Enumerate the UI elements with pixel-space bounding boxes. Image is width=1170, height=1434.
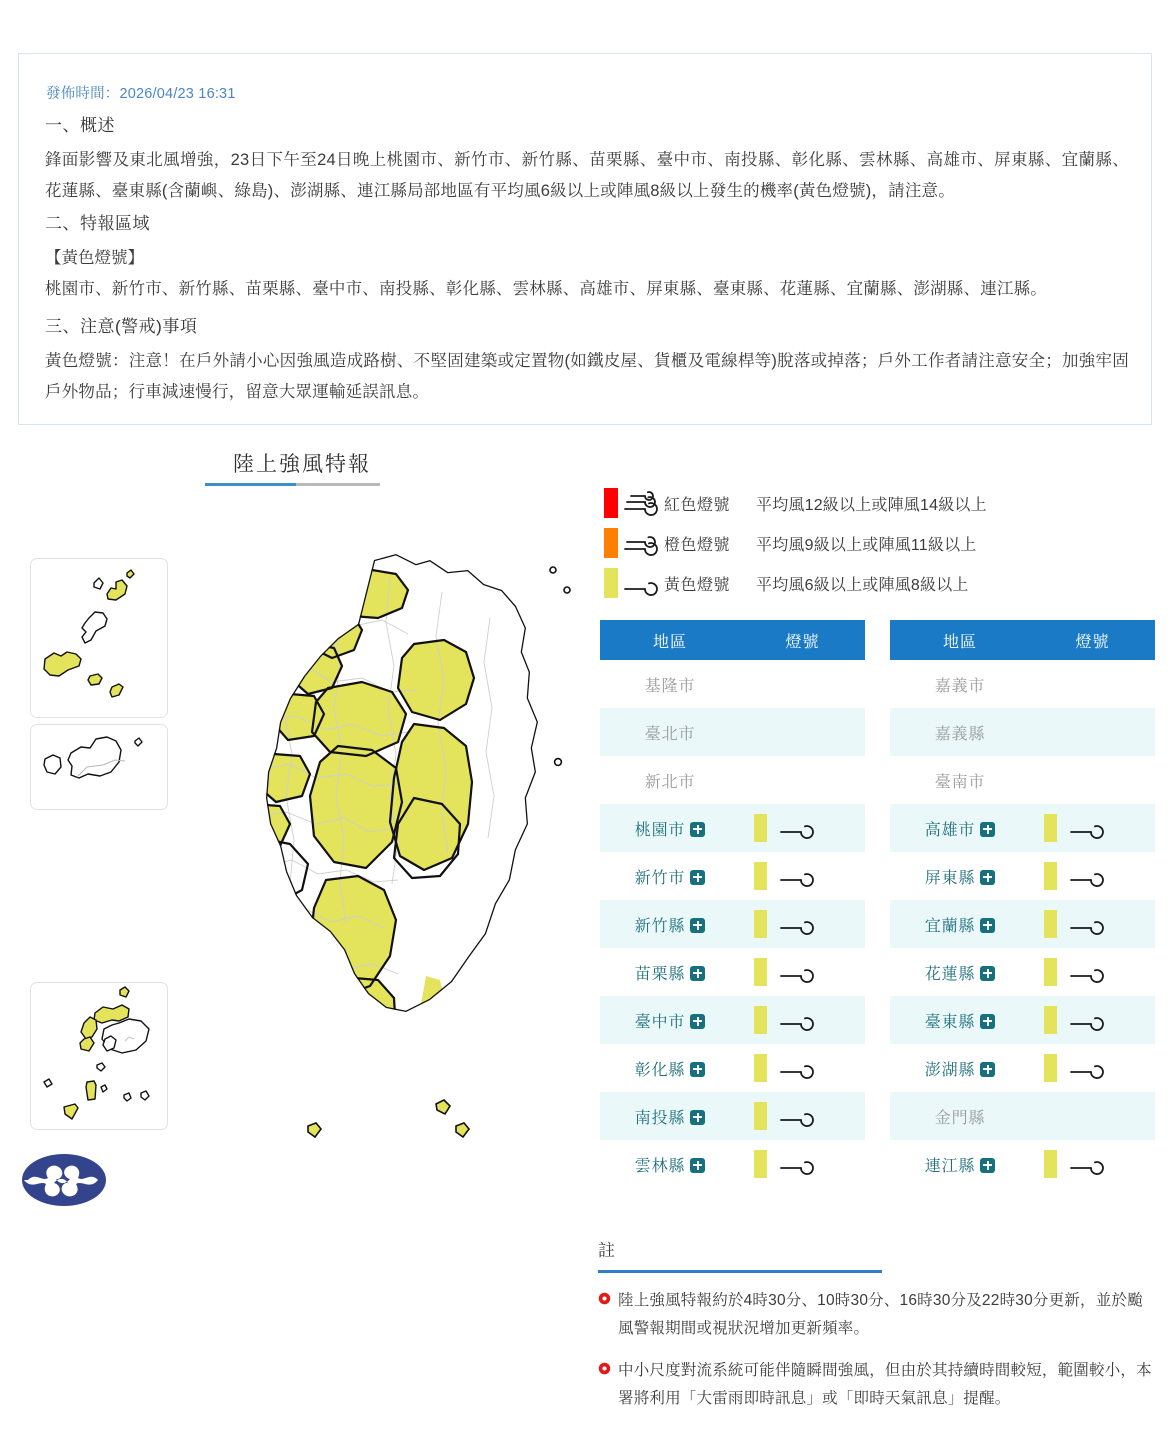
region-table-left xyxy=(600,620,865,1188)
table-row xyxy=(890,660,1155,708)
precaution-section xyxy=(45,312,1129,408)
notes-underline xyxy=(598,1270,882,1273)
issue-time-label: 發佈時間：2026/04/23 16:31 xyxy=(46,86,236,102)
signal-color-swatch xyxy=(1044,1006,1057,1034)
notes-heading: 註 xyxy=(598,1241,616,1260)
region-label: 屏東縣 xyxy=(924,869,976,887)
legend-row xyxy=(604,483,1034,523)
kinmen-map-svg xyxy=(31,725,168,810)
signal-color-swatch xyxy=(754,1150,767,1178)
table-row[interactable] xyxy=(890,996,1155,1044)
region-name-cell xyxy=(890,1105,1030,1128)
region-name-cell xyxy=(890,961,1030,984)
table-row xyxy=(890,756,1155,804)
region-name-cell xyxy=(600,1105,740,1128)
table-body-left xyxy=(600,660,865,1188)
region-name-cell xyxy=(600,865,740,888)
wind-light-icon xyxy=(777,1005,817,1036)
signal-color-swatch xyxy=(1044,958,1057,986)
region-label: 金門縣 xyxy=(934,1109,986,1127)
signal-color-swatch xyxy=(754,1006,767,1034)
signal-legend xyxy=(604,483,1034,603)
region-name-cell xyxy=(600,721,740,744)
wind-medium-icon xyxy=(618,530,664,556)
region-label: 澎湖縣 xyxy=(924,1061,976,1079)
expand-plus-icon[interactable] xyxy=(980,870,995,885)
region-name-cell xyxy=(890,673,1030,696)
signal-cell xyxy=(1030,957,1155,988)
table-row[interactable] xyxy=(890,852,1155,900)
overview-section xyxy=(45,111,1129,207)
signal-cell xyxy=(1030,1053,1155,1084)
warning-area-section xyxy=(45,209,1129,305)
overview-heading: 一、概述 xyxy=(45,116,115,135)
region-label: 桃園市 xyxy=(634,821,686,839)
legend-row xyxy=(604,563,1034,603)
region-label: 臺北市 xyxy=(644,725,696,743)
notes-section xyxy=(598,1236,1154,1427)
wind-light-icon xyxy=(777,1053,817,1084)
wind-light-icon xyxy=(1067,813,1107,844)
wind-light-icon xyxy=(618,570,664,596)
region-name-cell xyxy=(890,1009,1030,1032)
legend-signal-name: 紅色燈號 xyxy=(664,496,731,514)
expand-plus-icon[interactable] xyxy=(980,822,995,837)
signal-cell xyxy=(740,1005,865,1036)
legend-signal-description: 平均風6級以上或陣風8級以上 xyxy=(756,576,969,594)
table-row[interactable] xyxy=(600,948,865,996)
table-row[interactable] xyxy=(890,1140,1155,1188)
region-label: 南投縣 xyxy=(634,1109,686,1127)
expand-plus-icon[interactable] xyxy=(980,918,995,933)
signal-cell xyxy=(1030,861,1155,892)
legend-row xyxy=(604,523,1034,563)
region-name-cell xyxy=(600,1057,740,1080)
wind-light-icon xyxy=(1067,1053,1107,1084)
region-label: 嘉義市 xyxy=(934,677,986,695)
expand-plus-icon[interactable] xyxy=(690,1014,705,1029)
column-header-signal: 燈號 xyxy=(1075,633,1110,651)
table-row xyxy=(600,660,865,708)
signal-cell xyxy=(740,1101,865,1132)
table-row[interactable] xyxy=(890,900,1155,948)
region-label: 嘉義縣 xyxy=(934,725,986,743)
note-text: 陸上強風特報約於4時30分、10時30分、16時30分及22時30分更新，並於颱風警報期間或視狀況增加更新頻率。 xyxy=(618,1292,1143,1337)
inset-map-matsu[interactable] xyxy=(30,558,168,718)
precaution-heading: 三、注意(警戒)事項 xyxy=(45,317,198,336)
legend-signal-name: 橙色燈號 xyxy=(664,536,731,554)
expand-plus-icon[interactable] xyxy=(690,822,705,837)
region-label: 雲林縣 xyxy=(634,1157,686,1175)
signal-cell xyxy=(1030,1149,1155,1180)
note-bullet-icon xyxy=(598,1287,618,1343)
cwa-logo xyxy=(22,1152,106,1208)
wind-light-icon xyxy=(1067,957,1107,988)
expand-plus-icon[interactable] xyxy=(980,966,995,981)
table-row[interactable] xyxy=(600,852,865,900)
signal-color-swatch xyxy=(1044,910,1057,938)
table-row[interactable] xyxy=(600,1092,865,1140)
signal-cell xyxy=(740,957,865,988)
signal-cell xyxy=(1030,813,1155,844)
signal-cell xyxy=(740,909,865,940)
table-row xyxy=(600,756,865,804)
expand-plus-icon[interactable] xyxy=(690,1110,705,1125)
inset-map-kinmen[interactable] xyxy=(30,724,168,810)
region-name-cell xyxy=(600,961,740,984)
expand-plus-icon[interactable] xyxy=(980,1158,995,1173)
column-header-region: 地區 xyxy=(942,633,977,651)
signal-color-swatch xyxy=(754,958,767,986)
table-row xyxy=(600,708,865,756)
table-row xyxy=(890,708,1155,756)
expand-plus-icon[interactable] xyxy=(690,870,705,885)
wind-light-icon xyxy=(1067,1149,1107,1180)
region-name-cell xyxy=(890,1153,1030,1176)
region-name-cell xyxy=(600,769,740,792)
table-header-row xyxy=(890,620,1155,660)
map-section-title: 陸上強風特報 xyxy=(233,453,371,476)
signal-cell xyxy=(740,1053,865,1084)
region-label: 新竹市 xyxy=(634,869,686,887)
signal-color-swatch xyxy=(754,910,767,938)
taiwan-warning-map[interactable] xyxy=(178,548,578,1168)
inset-map-penghu[interactable] xyxy=(30,982,168,1130)
legend-color-swatch xyxy=(604,488,618,518)
region-name-cell xyxy=(600,913,740,936)
region-table-right xyxy=(890,620,1155,1188)
warning-notice-panel xyxy=(18,53,1152,425)
map-title-underline xyxy=(205,483,380,486)
region-label: 臺東縣 xyxy=(924,1013,976,1031)
region-label: 基隆市 xyxy=(644,677,696,695)
expand-plus-icon[interactable] xyxy=(980,1014,995,1029)
signal-cell xyxy=(1030,909,1155,940)
region-name-cell xyxy=(890,1057,1030,1080)
table-row[interactable] xyxy=(600,1044,865,1092)
warning-area-heading: 二、特報區域 xyxy=(45,214,150,233)
legend-color-swatch xyxy=(604,568,618,598)
legend-signal-description: 平均風9級以上或陣風11級以上 xyxy=(756,536,977,554)
signal-cell xyxy=(740,861,865,892)
wind-light-icon xyxy=(777,813,817,844)
signal-cell xyxy=(740,813,865,844)
wind-light-icon xyxy=(1067,909,1107,940)
region-label: 宜蘭縣 xyxy=(924,917,976,935)
signal-color-swatch xyxy=(1044,1054,1057,1082)
column-header-signal: 燈號 xyxy=(785,633,820,651)
expand-plus-icon[interactable] xyxy=(980,1062,995,1077)
legend-signal-description: 平均風12級以上或陣風14級以上 xyxy=(756,496,987,514)
wind-strong-icon xyxy=(618,490,664,516)
expand-plus-icon[interactable] xyxy=(690,966,705,981)
region-label: 苗栗縣 xyxy=(634,965,686,983)
expand-plus-icon[interactable] xyxy=(690,1062,705,1077)
table-body-right xyxy=(890,660,1155,1188)
wind-light-icon xyxy=(777,1149,817,1180)
note-item xyxy=(598,1287,1154,1343)
signal-color-swatch xyxy=(754,862,767,890)
signal-color-swatch xyxy=(754,814,767,842)
region-name-cell xyxy=(890,721,1030,744)
wind-light-icon xyxy=(1067,861,1107,892)
signal-color-swatch xyxy=(1044,862,1057,890)
signal-color-swatch xyxy=(1044,814,1057,842)
legend-color-swatch xyxy=(604,528,618,558)
map-section-title-wrap xyxy=(222,448,382,486)
legend-signal-name: 黃色燈號 xyxy=(664,576,731,594)
region-label: 連江縣 xyxy=(924,1157,976,1175)
region-name-cell xyxy=(890,817,1030,840)
signal-color-swatch xyxy=(1044,1150,1057,1178)
notes-list xyxy=(598,1287,1154,1413)
cwa-logo-svg xyxy=(22,1152,106,1208)
signal-color-swatch xyxy=(754,1102,767,1130)
note-bullet-icon xyxy=(598,1357,618,1413)
wind-light-icon xyxy=(777,861,817,892)
region-name-cell xyxy=(890,865,1030,888)
region-label: 新北市 xyxy=(644,773,696,791)
region-label: 臺南市 xyxy=(934,773,986,791)
signal-cell xyxy=(740,1149,865,1180)
region-label: 高雄市 xyxy=(924,821,976,839)
wind-light-icon xyxy=(1067,1005,1107,1036)
table-row[interactable] xyxy=(600,900,865,948)
signal-cell xyxy=(1030,1005,1155,1036)
expand-plus-icon[interactable] xyxy=(690,1158,705,1173)
table-row[interactable] xyxy=(890,948,1155,996)
table-header-row xyxy=(600,620,865,660)
note-item xyxy=(598,1357,1154,1413)
table-row xyxy=(890,1092,1155,1140)
wind-light-icon xyxy=(777,909,817,940)
taiwan-map-svg xyxy=(178,548,578,1168)
table-row[interactable] xyxy=(890,804,1155,852)
region-name-cell xyxy=(600,817,740,840)
table-row[interactable] xyxy=(600,996,865,1044)
warning-area-body: 桃園市、新竹市、新竹縣、苗栗縣、臺中市、南投縣、彰化縣、雲林縣、高雄市、屏東縣、臺東縣、花蓮縣、宜蘭縣、澎湖縣、連江縣。 xyxy=(45,280,1047,298)
wind-light-icon xyxy=(777,957,817,988)
region-label: 彰化縣 xyxy=(634,1061,686,1079)
table-row[interactable] xyxy=(600,804,865,852)
penghu-map-svg xyxy=(31,983,168,1130)
region-label: 花蓮縣 xyxy=(924,965,976,983)
region-name-cell xyxy=(600,673,740,696)
warning-area-subheading: 【黃色燈號】 xyxy=(45,249,144,267)
region-name-cell xyxy=(600,1009,740,1032)
region-name-cell xyxy=(890,769,1030,792)
region-label: 臺中市 xyxy=(634,1013,686,1031)
region-label: 新竹縣 xyxy=(634,917,686,935)
matsu-map-svg xyxy=(31,559,168,718)
table-row[interactable] xyxy=(890,1044,1155,1092)
column-header-region: 地區 xyxy=(652,633,687,651)
region-name-cell xyxy=(890,913,1030,936)
table-row[interactable] xyxy=(600,1140,865,1188)
note-text: 中小尺度對流系統可能伴隨瞬間強風，但由於其持續時間較短，範圍較小，本署將利用「大雷雨即時訊息」或「即時天氣訊息」提醒。 xyxy=(618,1362,1152,1407)
precaution-body: 黃色燈號：注意！在戶外請小心因強風造成路樹、不堅固建築或定置物(如鐵皮屋、貨櫃及電線桿等)脫落或掉落；戶外工作者請注意安全；加強牢固戶外物品；行車減速慢行，留意大眾運輸延誤訊息。 xyxy=(45,352,1129,401)
overview-body: 鋒面影響及東北風增強，23日下午至24日晚上桃園市、新竹市、新竹縣、苗栗縣、臺中市、南投縣、彰化縣、雲林縣、高雄市、屏東縣、宜蘭縣、花蓮縣、臺東縣(含蘭嶼、綠島)、澎湖縣、連江縣局部地區有平均風6級以上或陣風8級以上發生的機率(黃色燈號)，請注意。 xyxy=(45,151,1129,200)
signal-color-swatch xyxy=(754,1054,767,1082)
wind-light-icon xyxy=(777,1101,817,1132)
expand-plus-icon[interactable] xyxy=(690,918,705,933)
region-name-cell xyxy=(600,1153,740,1176)
